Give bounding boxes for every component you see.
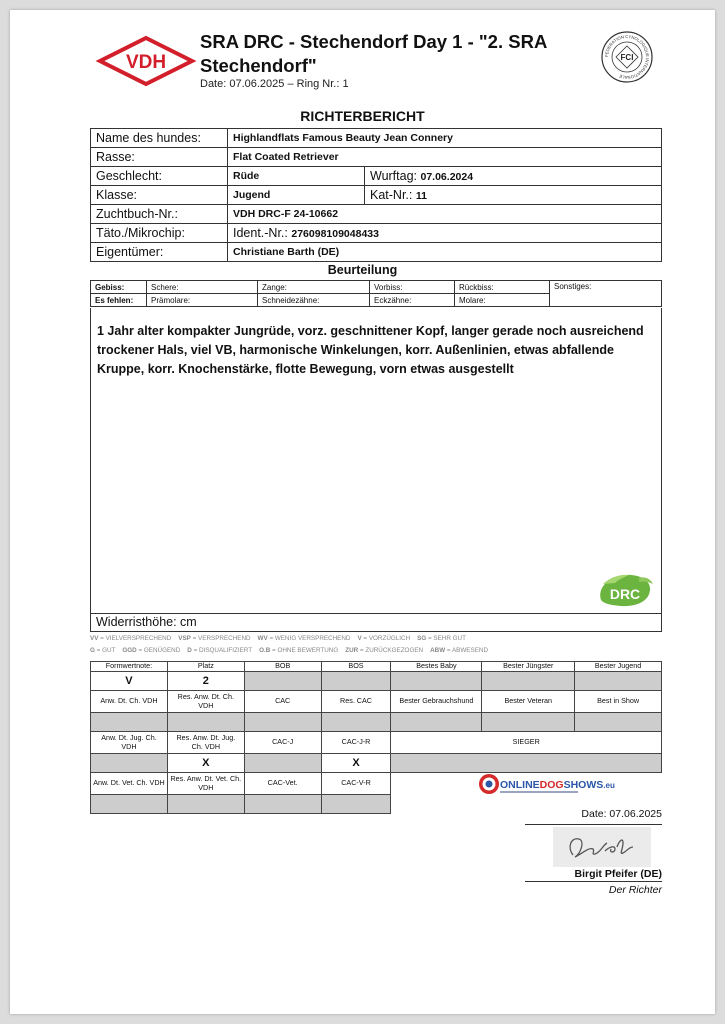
legend-text: = VORZÜGLICH bbox=[361, 635, 411, 642]
molare-cell: Molare: bbox=[455, 294, 550, 307]
breed-value: Flat Coated Retriever bbox=[228, 148, 662, 167]
legend-abbr: O.B bbox=[259, 647, 271, 654]
widerrist-field: Widerristhöhe: cm bbox=[90, 613, 662, 632]
res-anw-dt-ch-header: Res. Anw. Dt. Ch. VDH bbox=[167, 691, 244, 713]
ident-label: Ident.-Nr.: bbox=[233, 226, 288, 240]
res-anw-dt-vet-ch-header: Res. Anw. Dt. Vet. Ch. VDH bbox=[167, 773, 244, 795]
table-row bbox=[91, 754, 662, 773]
teeth-table bbox=[90, 280, 662, 307]
svg-text:ONLINEDOGSHOWS.eu bbox=[500, 779, 615, 791]
legend-abbr: ZUR bbox=[345, 647, 359, 654]
legend-text: = GUT bbox=[94, 647, 116, 654]
legend-text: = ABWESEND bbox=[445, 647, 489, 654]
fci-logo-text: FCI bbox=[620, 53, 634, 62]
cac-vet-value bbox=[244, 795, 321, 814]
cac-v-r-header: CAC-V-R bbox=[321, 773, 391, 795]
drc-logo bbox=[595, 570, 655, 610]
sieger-value bbox=[391, 754, 662, 773]
legend-text: = DISQUALIFIZIERT bbox=[191, 647, 253, 654]
studbook-label: Zuchtbuch-Nr.: bbox=[91, 205, 228, 224]
bester-juengster-value bbox=[482, 672, 575, 691]
anw-dt-vet-ch-value bbox=[91, 795, 168, 814]
best-in-show-header: Best in Show bbox=[575, 691, 662, 713]
legend-text: = WENIG VERSPRECHEND bbox=[267, 635, 351, 642]
legend-abbr: D bbox=[187, 647, 192, 654]
dob-cell bbox=[365, 167, 662, 186]
legend-abbr: GGD bbox=[122, 647, 137, 654]
ods-dog: DOG bbox=[539, 779, 564, 791]
table-row bbox=[91, 691, 662, 713]
table-row bbox=[91, 732, 662, 754]
legend-text: = VIELVERSPRECHEND bbox=[98, 635, 172, 642]
name-label: Name des hundes: bbox=[91, 129, 228, 148]
bester-gebrauchshund-value bbox=[391, 713, 482, 732]
class-label: Klasse: bbox=[91, 186, 228, 205]
cac-j-value bbox=[244, 754, 321, 773]
bos-value bbox=[321, 672, 391, 691]
schere-cell: Schere: bbox=[147, 281, 258, 294]
schneidezaehne-cell: Schneidezähne: bbox=[258, 294, 370, 307]
bester-veteran-value bbox=[482, 713, 575, 732]
legend-abbr: SG bbox=[417, 635, 427, 642]
table-row bbox=[91, 243, 662, 262]
signature-date: Date: 07.06.2025 bbox=[581, 808, 662, 820]
eckzaehne-cell: Eckzähne: bbox=[370, 294, 455, 307]
studbook-value: VDH DRC-F 24-10662 bbox=[228, 205, 662, 224]
anw-dt-jug-ch-header: Anw. Dt. Jug. Ch. VDH bbox=[91, 732, 168, 754]
sex-value: Rüde bbox=[228, 167, 365, 186]
cat-label: Kat-Nr.: bbox=[370, 188, 413, 202]
fci-ring-text: FEDERATION CYNOLOGIQUE INTERNATIONALE bbox=[603, 33, 651, 81]
sex-label: Geschlecht: bbox=[91, 167, 228, 186]
ident-value: 276098109048433 bbox=[291, 228, 379, 240]
cac-value bbox=[244, 713, 321, 732]
bester-veteran-header: Bester Veteran bbox=[482, 691, 575, 713]
vorbiss-cell: Vorbiss: bbox=[370, 281, 455, 294]
legend-abbr: WV bbox=[257, 635, 268, 642]
ods-eu: .eu bbox=[603, 781, 615, 790]
res-anw-dt-vet-ch-value bbox=[167, 795, 244, 814]
legend-line-2 bbox=[90, 645, 690, 657]
table-row bbox=[91, 672, 662, 691]
res-anw-dt-ch-value bbox=[167, 713, 244, 732]
anw-dt-jug-ch-value bbox=[91, 754, 168, 773]
legend-abbr: ABW bbox=[430, 647, 446, 654]
beurteilung-heading: Beurteilung bbox=[327, 263, 398, 277]
platz-value: 2 bbox=[167, 672, 244, 691]
online-dog-shows-logo bbox=[478, 772, 615, 798]
judge-role: Der Richter bbox=[608, 884, 662, 896]
bob-value bbox=[244, 672, 321, 691]
table-row bbox=[91, 224, 662, 243]
dob-value: 07.06.2024 bbox=[420, 171, 474, 183]
legend bbox=[90, 633, 690, 657]
drc-logo-text: DRC bbox=[609, 586, 641, 602]
table-row bbox=[91, 713, 662, 732]
bester-jugend-value bbox=[575, 672, 662, 691]
page-subtitle: Date: 07.06.2025 – Ring Nr.: 1 bbox=[200, 78, 349, 90]
cac-j-r-value: X bbox=[321, 754, 391, 773]
res-cac-header: Res. CAC bbox=[321, 691, 391, 713]
assessment-box bbox=[90, 308, 662, 614]
ods-shows: SHOWS bbox=[563, 779, 604, 791]
legend-abbr: V bbox=[357, 635, 362, 642]
cac-j-header: CAC-J bbox=[244, 732, 321, 754]
legend-text: = OHNE BEWERTUNG bbox=[270, 647, 339, 654]
name-value: Highlandflats Famous Beauty Jean Connery bbox=[228, 129, 662, 148]
class-value: Jugend bbox=[228, 186, 365, 205]
owner-label: Eigentümer: bbox=[91, 243, 228, 262]
bestes-baby-value bbox=[391, 672, 482, 691]
zange-cell: Zange: bbox=[258, 281, 370, 294]
bester-jugend-header: Bester Jugend bbox=[575, 662, 662, 672]
divider bbox=[525, 824, 662, 825]
ods-online: ONLINE bbox=[500, 779, 540, 791]
cac-vet-header: CAC-Vet. bbox=[244, 773, 321, 795]
breed-label: Rasse: bbox=[91, 148, 228, 167]
formwertnote-header: Formwertnote: bbox=[91, 662, 168, 672]
assessment-text: 1 Jahr alter kompakter Jungrüde, vorz. geschnittener Kopf, langer gerade noch ausreichend trockener Hals, viel VB, harmonische Winkelungen, korr. Außenlinien, etwas abfallende Kruppe, korr. Knochenstärke, flotte Bewegung, vorn etwas ausgestellt bbox=[97, 324, 644, 376]
platz-header: Platz bbox=[167, 662, 244, 672]
rueckbiss-cell: Rückbiss: bbox=[455, 281, 550, 294]
legend-text: = GENÜGEND bbox=[136, 647, 181, 654]
legend-abbr: G bbox=[90, 647, 95, 654]
bestes-baby-header: Bestes Baby bbox=[391, 662, 482, 672]
praemolare-cell: Prämolare: bbox=[147, 294, 258, 307]
bos-header: BOS bbox=[321, 662, 391, 672]
formwertnote-value: V bbox=[91, 672, 168, 691]
legend-text: = SEHR GUT bbox=[426, 635, 466, 642]
legend-abbr: VSP bbox=[178, 635, 191, 642]
table-row bbox=[91, 662, 662, 672]
page-title: SRA DRC - Stechendorf Day 1 - "2. SRA Stechendorf" bbox=[200, 31, 547, 76]
anw-dt-ch-header: Anw. Dt. Ch. VDH bbox=[91, 691, 168, 713]
anw-dt-vet-ch-header: Anw. Dt. Vet. Ch. VDH bbox=[91, 773, 168, 795]
owner-value: Christiane Barth (DE) bbox=[228, 243, 662, 262]
best-in-show-value bbox=[575, 713, 662, 732]
cac-v-r-value bbox=[321, 795, 391, 814]
es-fehlen-label: Es fehlen: bbox=[91, 294, 147, 307]
chip-label: Täto./Mikrochip: bbox=[91, 224, 228, 243]
vdh-logo bbox=[98, 36, 194, 86]
cat-value: 11 bbox=[415, 190, 427, 202]
fci-logo bbox=[600, 30, 654, 84]
table-row bbox=[91, 205, 662, 224]
report-heading: RICHTERBERICHT bbox=[300, 108, 425, 124]
table-row bbox=[91, 186, 662, 205]
sieger-header: SIEGER bbox=[391, 732, 662, 754]
legend-line-1 bbox=[90, 633, 690, 645]
dog-info-table bbox=[90, 128, 662, 262]
cac-header: CAC bbox=[244, 691, 321, 713]
vdh-logo-text: VDH bbox=[125, 52, 167, 73]
bester-gebrauchshund-header: Bester Gebrauchshund bbox=[391, 691, 482, 713]
cac-j-r-header: CAC-J-R bbox=[321, 732, 391, 754]
table-row bbox=[91, 281, 662, 294]
table-row bbox=[91, 167, 662, 186]
report-page bbox=[10, 10, 715, 1014]
res-anw-dt-jug-ch-value: X bbox=[167, 754, 244, 773]
bester-juengster-header: Bester Jüngster bbox=[482, 662, 575, 672]
dob-label: Wurftag: bbox=[370, 169, 418, 183]
res-anw-dt-jug-ch-header: Res. Anw. Dt. Jug. Ch. VDH bbox=[167, 732, 244, 754]
signature-image bbox=[553, 827, 651, 867]
legend-text: = ZURÜCKGEZOGEN bbox=[358, 647, 424, 654]
gebiss-label: Gebiss: bbox=[91, 281, 147, 294]
table-row bbox=[91, 129, 662, 148]
cat-cell bbox=[365, 186, 662, 205]
judge-name: Birgit Pfeifer (DE) bbox=[574, 868, 662, 880]
table-row bbox=[91, 148, 662, 167]
bob-header: BOB bbox=[244, 662, 321, 672]
ident-cell bbox=[228, 224, 662, 243]
legend-text: = VERSPRECHEND bbox=[190, 635, 251, 642]
divider bbox=[525, 881, 662, 882]
anw-dt-ch-value bbox=[91, 713, 168, 732]
res-cac-value bbox=[321, 713, 391, 732]
sonstiges-cell: Sonstiges: bbox=[550, 281, 662, 307]
legend-abbr: VV bbox=[90, 635, 99, 642]
